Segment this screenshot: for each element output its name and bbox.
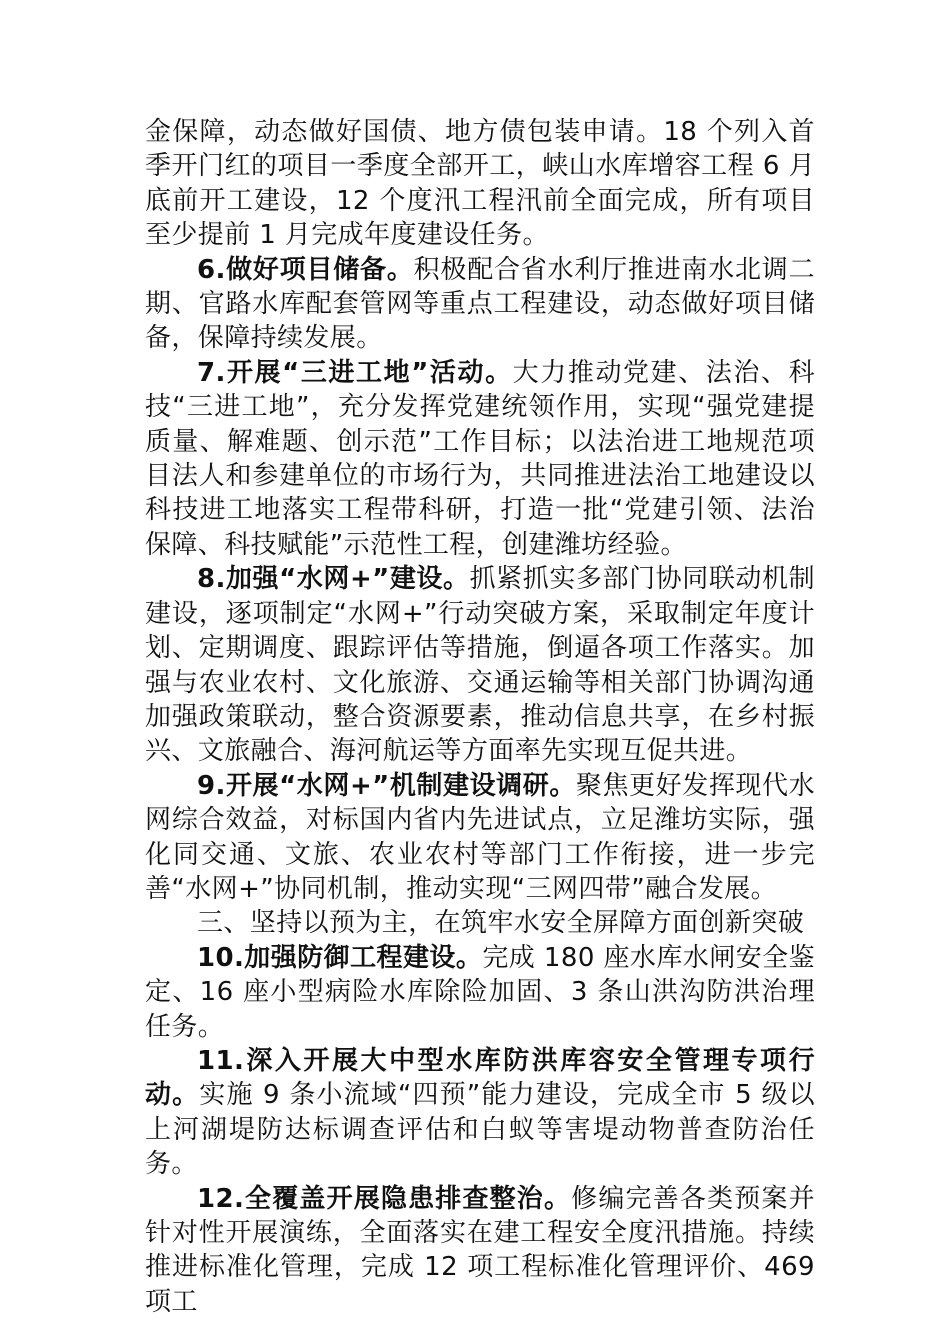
- document-body: [145, 115, 815, 1319]
- paragraph-body: 抓紧抓实多部门协同联动机制建设，逐项制定“水网+”行动突破方案，采取制定年度计划、定期调度、跟踪评估等措施，倒逼各项工作落实。加强与农业农村、文化旅游、交通运输等相关部门协调沟通加强政策联动，整合资源要素，推动信息共享，在乡村振兴、文旅融合、海河航运等方面率先实现互促共进。: [145, 564, 815, 767]
- paragraph-funding-continuation: [145, 115, 815, 253]
- paragraph-lead: 7.开展“三进工地”活动。: [197, 357, 513, 388]
- paragraph-item-12: [145, 1182, 815, 1320]
- paragraph-body: 金保障，动态做好国债、地方债包装申请。18 个列入首季开门红的项目一季度全部开工，峡山水库增容工程 6 月底前开工建设，12 个度汛工程汛前全面完成，所有项目至少提前 1 月完成年度建设任务。: [145, 117, 815, 251]
- paragraph-body: 积极配合省水利厅推进南水北调二期、官路水库配套管网等重点工程建设，动态做好项目储备，保障持续发展。: [145, 254, 815, 354]
- paragraph-lead: 8.加强“水网+”建设。: [197, 564, 470, 595]
- paragraph-item-6: [145, 253, 815, 356]
- paragraph-body: 实施 9 条小流域“四预”能力建设，完成全市 5 级以上河湖堤防达标调查评估和白蚁等害堤动物普查防治任务。: [145, 1080, 815, 1180]
- paragraph-lead: 11.深入开展大中型水库防洪库容安全管理专项行动。: [145, 1045, 815, 1111]
- paragraph-lead: 6.做好项目储备。: [197, 254, 414, 285]
- paragraph-body: 修编完善各类预案并针对性开展演练，全面落实在建工程安全度汛措施。持续推进标准化管理，完成 12 项工程标准化管理评价、469 项工: [145, 1183, 815, 1317]
- paragraph-lead: 10.加强防御工程建设。: [197, 942, 483, 973]
- paragraph-item-7: [145, 356, 815, 562]
- paragraph-lead: 12.全覆盖开展隐患排查整治。: [197, 1183, 572, 1214]
- section-heading-3: [145, 906, 815, 940]
- paragraph-lead: 9.开展“水网+”机制建设调研。: [197, 770, 576, 801]
- paragraph-item-8: [145, 562, 815, 768]
- paragraph-body: 完成 180 座水库水闸安全鉴定、16 座小型病险水库除险加固、3 条山洪沟防洪治理任务。: [145, 942, 815, 1042]
- paragraph-body: 聚焦更好发挥现代水网综合效益，对标国内省内先进试点，立足潍坊实际，强化同交通、文旅、农业农村等部门工作衔接，进一步完善“水网+”协同机制，推动实现“三网四带”融合发展。: [145, 770, 815, 904]
- paragraph-body: 大力推动党建、法治、科技“三进工地”，充分发挥党建统领作用，实现“强党建提质量、解难题、创示范”工作目标；以法治进工地规范项目法人和参建单位的市场行为，共同推进法治工地建设以科技进工地落实工程带科研，打造一批“党建引领、法治保障、科技赋能”示范性工程，创建潍坊经验。: [145, 357, 816, 560]
- paragraph-item-9: [145, 769, 815, 907]
- paragraph-item-10: [145, 941, 815, 1044]
- paragraph-item-11: [145, 1044, 815, 1182]
- section-heading-text: 三、坚持以预为主，在筑牢水安全屏障方面创新突破: [197, 908, 805, 939]
